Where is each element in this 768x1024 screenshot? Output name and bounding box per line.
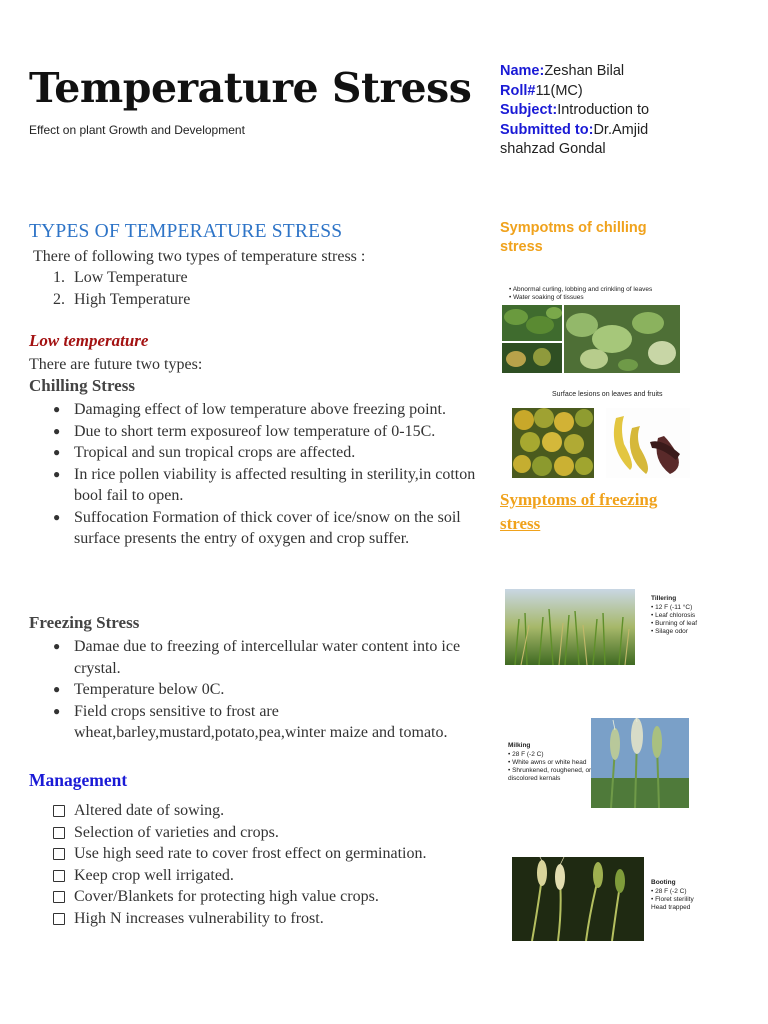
list-item-text: Due to short term exposureof low temperature of 0-15C. — [74, 422, 436, 440]
checklist-item — [29, 800, 426, 822]
checklist-item — [29, 843, 426, 865]
fruits-photo — [512, 408, 690, 484]
list-item-text: In rice pollen viability is affected resulting in sterility,in cotton bool fail to open. — [74, 465, 476, 504]
booting-figure — [510, 855, 700, 943]
list-number: 1. — [53, 269, 65, 286]
list-item — [29, 464, 479, 507]
milking-photo — [591, 718, 689, 808]
list-number: 2. — [53, 290, 65, 308]
figure-caption: • Floret sterility — [651, 896, 694, 903]
checkbox[interactable] — [53, 827, 65, 839]
figure-caption: • Shrunkened, roughened, or — [508, 767, 592, 774]
low-temp-heading: Low temperature — [29, 331, 149, 350]
list-item-text: Damaging effect of low temperature above freezing point. — [74, 401, 446, 418]
tillering-photo — [505, 589, 635, 665]
checklist-item — [29, 886, 426, 908]
checkbox[interactable] — [53, 805, 65, 817]
chilling-fruits-figure — [500, 384, 690, 484]
bullet-icon: ● — [53, 682, 61, 696]
checklist-item-text: Keep crop well irrigated. — [74, 866, 234, 884]
management-heading: Management — [29, 770, 128, 790]
list-item — [29, 507, 479, 550]
list-item — [29, 679, 479, 701]
checklist-item — [29, 908, 426, 930]
bullet-icon: ● — [53, 445, 61, 459]
low-temp-intro: There are future two types: — [29, 356, 203, 373]
checkbox[interactable] — [53, 891, 65, 903]
milking-figure — [503, 712, 691, 810]
figure-caption: • 28 F (-2 C) — [651, 888, 687, 895]
checkbox[interactable] — [53, 913, 65, 925]
subject-value: Introduction to — [557, 102, 650, 118]
types-intro: There of following two types of temperature stress : — [33, 248, 366, 265]
figure-caption-title: Milking — [508, 742, 531, 749]
checklist-item — [29, 822, 426, 844]
figure-caption-title: Booting — [651, 879, 676, 886]
checkbox[interactable] — [53, 848, 65, 860]
chilling-heading: Chilling Stress — [29, 376, 135, 395]
figure-caption: • White awns or white head — [508, 759, 587, 766]
bullet-icon: ● — [53, 639, 61, 653]
chilling-leaves-figure — [500, 283, 680, 375]
figure-caption: discolored kernals — [508, 775, 561, 782]
figure-caption: Surface lesions on leaves and fruits — [552, 391, 663, 398]
checklist-item-text: Use high seed rate to cover frost effect on germination. — [74, 845, 427, 862]
checklist-item-text: Altered date of sowing. — [74, 802, 225, 819]
figure-caption-title: Tillering — [651, 595, 677, 602]
management-checklist — [29, 800, 426, 929]
list-item — [29, 399, 479, 421]
list-item-text: Field crops sensitive to frost are wheat,barley,mustard,potato,pea,winter maize and tomato. — [74, 702, 448, 741]
bullet-icon: ● — [53, 509, 61, 524]
list-item — [29, 701, 479, 744]
freezing-symptoms-heading: Symptoms of freezing stress — [500, 490, 658, 533]
figure-caption: • 12 F (-11 °C) — [651, 604, 693, 611]
checkbox[interactable] — [53, 870, 65, 882]
checklist-item-text: Cover/Blankets for protecting high value crops. — [74, 888, 379, 905]
figure-caption: • Water soaking of tissues — [509, 294, 584, 301]
types-list — [29, 267, 190, 310]
freezing-heading: Freezing Stress — [29, 613, 140, 632]
list-item-text: Temperature below 0C. — [74, 681, 225, 698]
figure-caption: Head trapped — [651, 904, 691, 911]
list-item-text: Suffocation Formation of thick cover of ice/snow on the soil surface presents the entry of oxygen and crop suffer. — [74, 508, 461, 547]
checklist-item-text: Selection of varieties and crops. — [74, 823, 279, 841]
list-item — [29, 267, 190, 289]
bullet-icon: ● — [53, 466, 61, 481]
booting-photo — [512, 857, 644, 941]
chilling-list — [29, 399, 479, 550]
list-item-text: Tropical and sun tropical crops are affected. — [74, 444, 356, 461]
list-item — [29, 636, 479, 679]
figure-caption: • Burning of leaf — [651, 620, 697, 627]
figure-caption: • Abnormal curling, lobbing and crinkling of leaves — [509, 286, 653, 293]
submitted-label: Submitted to: — [500, 121, 594, 138]
page-subtitle: Effect on plant Growth and Development — [29, 123, 245, 137]
bullet-icon: ● — [53, 423, 61, 438]
tillering-figure — [503, 587, 699, 667]
list-item-text: Damae due to freezing of intercellular water content into ice crystal. — [74, 638, 461, 677]
checklist-item — [29, 865, 426, 887]
name-value: Zeshan Bilal — [544, 63, 625, 79]
list-item-text: High Temperature — [74, 290, 191, 308]
roll-label: Roll# — [500, 82, 536, 99]
list-item — [29, 289, 190, 311]
name-label: Name: — [500, 63, 545, 79]
list-item-text: Low Temperature — [74, 269, 188, 286]
figure-caption: • Leaf chlorosis — [651, 612, 696, 619]
bullet-icon: ● — [53, 703, 61, 718]
submitted-value: Dr.Amjid shahzad Gondal — [500, 121, 649, 157]
leaves-photo — [502, 305, 680, 375]
page-title: Temperature Stress — [29, 64, 472, 112]
figure-caption: • Silage odor — [651, 628, 688, 635]
list-item — [29, 421, 479, 443]
author-info — [500, 62, 670, 160]
checklist-item-text: High N increases vulnerability to frost. — [74, 909, 324, 927]
bullet-icon: ● — [53, 402, 61, 416]
roll-value: 11(MC) — [535, 82, 583, 99]
types-heading: TYPES OF TEMPERATURE STRESS — [29, 221, 343, 242]
figure-caption: • 28 F (-2 C) — [508, 751, 544, 758]
freezing-list — [29, 636, 479, 744]
subject-label: Subject: — [500, 102, 558, 118]
chilling-symptoms-heading: Sympotms of chilling stress — [500, 220, 647, 255]
list-item — [29, 442, 479, 464]
